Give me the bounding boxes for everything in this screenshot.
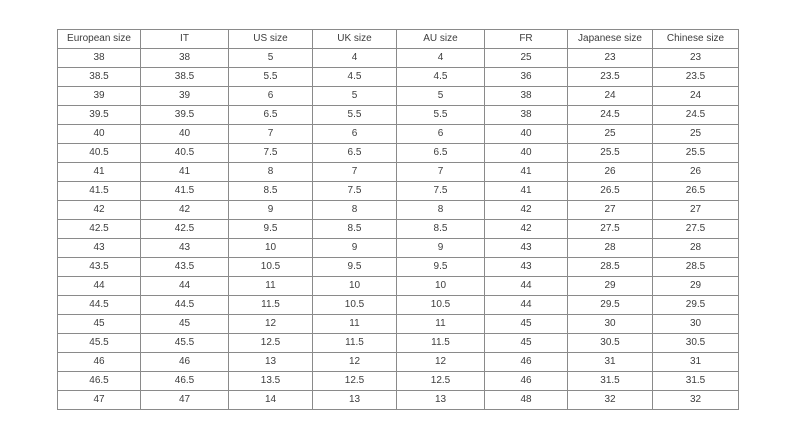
table-cell: 12 [229, 315, 313, 334]
table-cell: 47 [58, 391, 141, 410]
table-row [58, 49, 739, 68]
table-cell: 48 [485, 391, 568, 410]
column-header: UK size [313, 30, 397, 49]
table-cell: 38 [141, 49, 229, 68]
table-cell: 23.5 [653, 68, 739, 87]
table-cell: 46 [141, 353, 229, 372]
table-row [58, 258, 739, 277]
table-cell: 46.5 [141, 372, 229, 391]
table-cell: 10 [397, 277, 485, 296]
size-conversion-table-container [57, 29, 739, 410]
table-cell: 25 [485, 49, 568, 68]
table-cell: 11.5 [313, 334, 397, 353]
table-row [58, 315, 739, 334]
table-cell: 9 [313, 239, 397, 258]
table-cell: 39.5 [58, 106, 141, 125]
table-cell: 6.5 [397, 144, 485, 163]
table-cell: 23.5 [568, 68, 653, 87]
table-header-row [58, 30, 739, 49]
table-cell: 41.5 [58, 182, 141, 201]
table-cell: 40.5 [58, 144, 141, 163]
table-cell: 8.5 [397, 220, 485, 239]
table-cell: 24 [568, 87, 653, 106]
table-cell: 27.5 [568, 220, 653, 239]
table-cell: 30.5 [568, 334, 653, 353]
table-cell: 41.5 [141, 182, 229, 201]
table-cell: 44.5 [58, 296, 141, 315]
table-cell: 41 [485, 163, 568, 182]
table-cell: 38 [485, 87, 568, 106]
table-cell: 43 [58, 239, 141, 258]
table-cell: 40 [485, 144, 568, 163]
table-cell: 28.5 [653, 258, 739, 277]
table-cell: 11.5 [229, 296, 313, 315]
table-cell: 24.5 [568, 106, 653, 125]
table-cell: 8 [229, 163, 313, 182]
table-cell: 9 [229, 201, 313, 220]
table-cell: 39.5 [141, 106, 229, 125]
table-cell: 39 [58, 87, 141, 106]
column-header: European size [58, 30, 141, 49]
table-cell: 41 [58, 163, 141, 182]
table-cell: 28 [568, 239, 653, 258]
table-cell: 24 [653, 87, 739, 106]
table-row [58, 87, 739, 106]
table-cell: 44 [58, 277, 141, 296]
table-cell: 13 [229, 353, 313, 372]
table-cell: 44 [485, 296, 568, 315]
table-cell: 4 [397, 49, 485, 68]
table-cell: 8 [313, 201, 397, 220]
table-cell: 42 [485, 220, 568, 239]
table-cell: 9.5 [229, 220, 313, 239]
table-row [58, 391, 739, 410]
column-header: Japanese size [568, 30, 653, 49]
table-cell: 45.5 [141, 334, 229, 353]
table-cell: 25 [568, 125, 653, 144]
table-cell: 4 [313, 49, 397, 68]
table-cell: 9.5 [397, 258, 485, 277]
table-cell: 5 [397, 87, 485, 106]
table-cell: 30 [568, 315, 653, 334]
table-cell: 42 [58, 201, 141, 220]
table-cell: 32 [653, 391, 739, 410]
table-cell: 10 [313, 277, 397, 296]
table-cell: 8 [397, 201, 485, 220]
table-cell: 13.5 [229, 372, 313, 391]
table-cell: 10.5 [229, 258, 313, 277]
table-cell: 38 [58, 49, 141, 68]
column-header: IT [141, 30, 229, 49]
table-cell: 40 [141, 125, 229, 144]
table-cell: 43 [485, 258, 568, 277]
table-row [58, 277, 739, 296]
table-cell: 36 [485, 68, 568, 87]
table-cell: 30.5 [653, 334, 739, 353]
table-cell: 46 [58, 353, 141, 372]
table-cell: 43 [141, 239, 229, 258]
table-cell: 9 [397, 239, 485, 258]
table-cell: 29 [568, 277, 653, 296]
table-cell: 6 [229, 87, 313, 106]
table-row [58, 106, 739, 125]
table-cell: 23 [568, 49, 653, 68]
table-cell: 10.5 [313, 296, 397, 315]
table-cell: 11 [313, 315, 397, 334]
table-cell: 25.5 [568, 144, 653, 163]
table-row [58, 125, 739, 144]
table-cell: 4.5 [397, 68, 485, 87]
table-row [58, 220, 739, 239]
table-cell: 13 [313, 391, 397, 410]
table-cell: 5 [313, 87, 397, 106]
column-header: Chinese size [653, 30, 739, 49]
table-row [58, 353, 739, 372]
table-cell: 29.5 [568, 296, 653, 315]
table-cell: 43.5 [141, 258, 229, 277]
table-cell: 42.5 [141, 220, 229, 239]
table-row [58, 68, 739, 87]
table-cell: 7.5 [313, 182, 397, 201]
table-cell: 12 [313, 353, 397, 372]
table-cell: 45.5 [58, 334, 141, 353]
table-cell: 42 [485, 201, 568, 220]
table-cell: 44 [485, 277, 568, 296]
table-cell: 42.5 [58, 220, 141, 239]
table-cell: 10.5 [397, 296, 485, 315]
table-cell: 5.5 [313, 106, 397, 125]
table-cell: 40.5 [141, 144, 229, 163]
table-cell: 12.5 [397, 372, 485, 391]
table-cell: 28.5 [568, 258, 653, 277]
table-cell: 44 [141, 277, 229, 296]
table-cell: 23 [653, 49, 739, 68]
table-cell: 4.5 [313, 68, 397, 87]
table-cell: 40 [485, 125, 568, 144]
table-cell: 12.5 [229, 334, 313, 353]
table-cell: 11 [397, 315, 485, 334]
column-header: AU size [397, 30, 485, 49]
table-cell: 8.5 [229, 182, 313, 201]
table-cell: 38.5 [141, 68, 229, 87]
table-cell: 26.5 [653, 182, 739, 201]
table-cell: 12 [397, 353, 485, 372]
table-cell: 6.5 [229, 106, 313, 125]
table-cell: 39 [141, 87, 229, 106]
column-header: FR [485, 30, 568, 49]
table-cell: 30 [653, 315, 739, 334]
table-cell: 26 [568, 163, 653, 182]
table-cell: 10 [229, 239, 313, 258]
table-cell: 46.5 [58, 372, 141, 391]
column-header: US size [229, 30, 313, 49]
table-cell: 31 [568, 353, 653, 372]
table-cell: 7.5 [229, 144, 313, 163]
table-cell: 7.5 [397, 182, 485, 201]
table-row [58, 201, 739, 220]
table-cell: 46 [485, 372, 568, 391]
table-cell: 27 [653, 201, 739, 220]
table-cell: 31.5 [653, 372, 739, 391]
table-cell: 45 [485, 334, 568, 353]
table-cell: 12.5 [313, 372, 397, 391]
table-cell: 29.5 [653, 296, 739, 315]
table-cell: 8.5 [313, 220, 397, 239]
table-cell: 25.5 [653, 144, 739, 163]
table-cell: 46 [485, 353, 568, 372]
table-cell: 13 [397, 391, 485, 410]
table-cell: 41 [485, 182, 568, 201]
table-cell: 27.5 [653, 220, 739, 239]
table-cell: 11.5 [397, 334, 485, 353]
table-cell: 14 [229, 391, 313, 410]
size-conversion-table [57, 29, 739, 410]
table-cell: 29 [653, 277, 739, 296]
table-cell: 7 [313, 163, 397, 182]
table-cell: 28 [653, 239, 739, 258]
table-cell: 27 [568, 201, 653, 220]
table-cell: 45 [141, 315, 229, 334]
table-cell: 5 [229, 49, 313, 68]
table-cell: 6 [313, 125, 397, 144]
table-cell: 42 [141, 201, 229, 220]
table-cell: 26 [653, 163, 739, 182]
table-row [58, 182, 739, 201]
table-cell: 6.5 [313, 144, 397, 163]
table-cell: 24.5 [653, 106, 739, 125]
table-cell: 38 [485, 106, 568, 125]
table-cell: 45 [58, 315, 141, 334]
table-cell: 44.5 [141, 296, 229, 315]
table-row [58, 296, 739, 315]
table-cell: 31 [653, 353, 739, 372]
table-cell: 7 [229, 125, 313, 144]
table-row [58, 372, 739, 391]
table-cell: 47 [141, 391, 229, 410]
table-cell: 5.5 [229, 68, 313, 87]
table-row [58, 239, 739, 258]
table-cell: 41 [141, 163, 229, 182]
table-cell: 7 [397, 163, 485, 182]
table-row [58, 334, 739, 353]
table-cell: 5.5 [397, 106, 485, 125]
table-row [58, 144, 739, 163]
table-cell: 31.5 [568, 372, 653, 391]
table-cell: 32 [568, 391, 653, 410]
table-cell: 45 [485, 315, 568, 334]
table-cell: 9.5 [313, 258, 397, 277]
table-cell: 11 [229, 277, 313, 296]
table-cell: 6 [397, 125, 485, 144]
table-cell: 25 [653, 125, 739, 144]
table-cell: 40 [58, 125, 141, 144]
table-row [58, 163, 739, 182]
table-cell: 43 [485, 239, 568, 258]
table-cell: 26.5 [568, 182, 653, 201]
table-cell: 38.5 [58, 68, 141, 87]
table-cell: 43.5 [58, 258, 141, 277]
